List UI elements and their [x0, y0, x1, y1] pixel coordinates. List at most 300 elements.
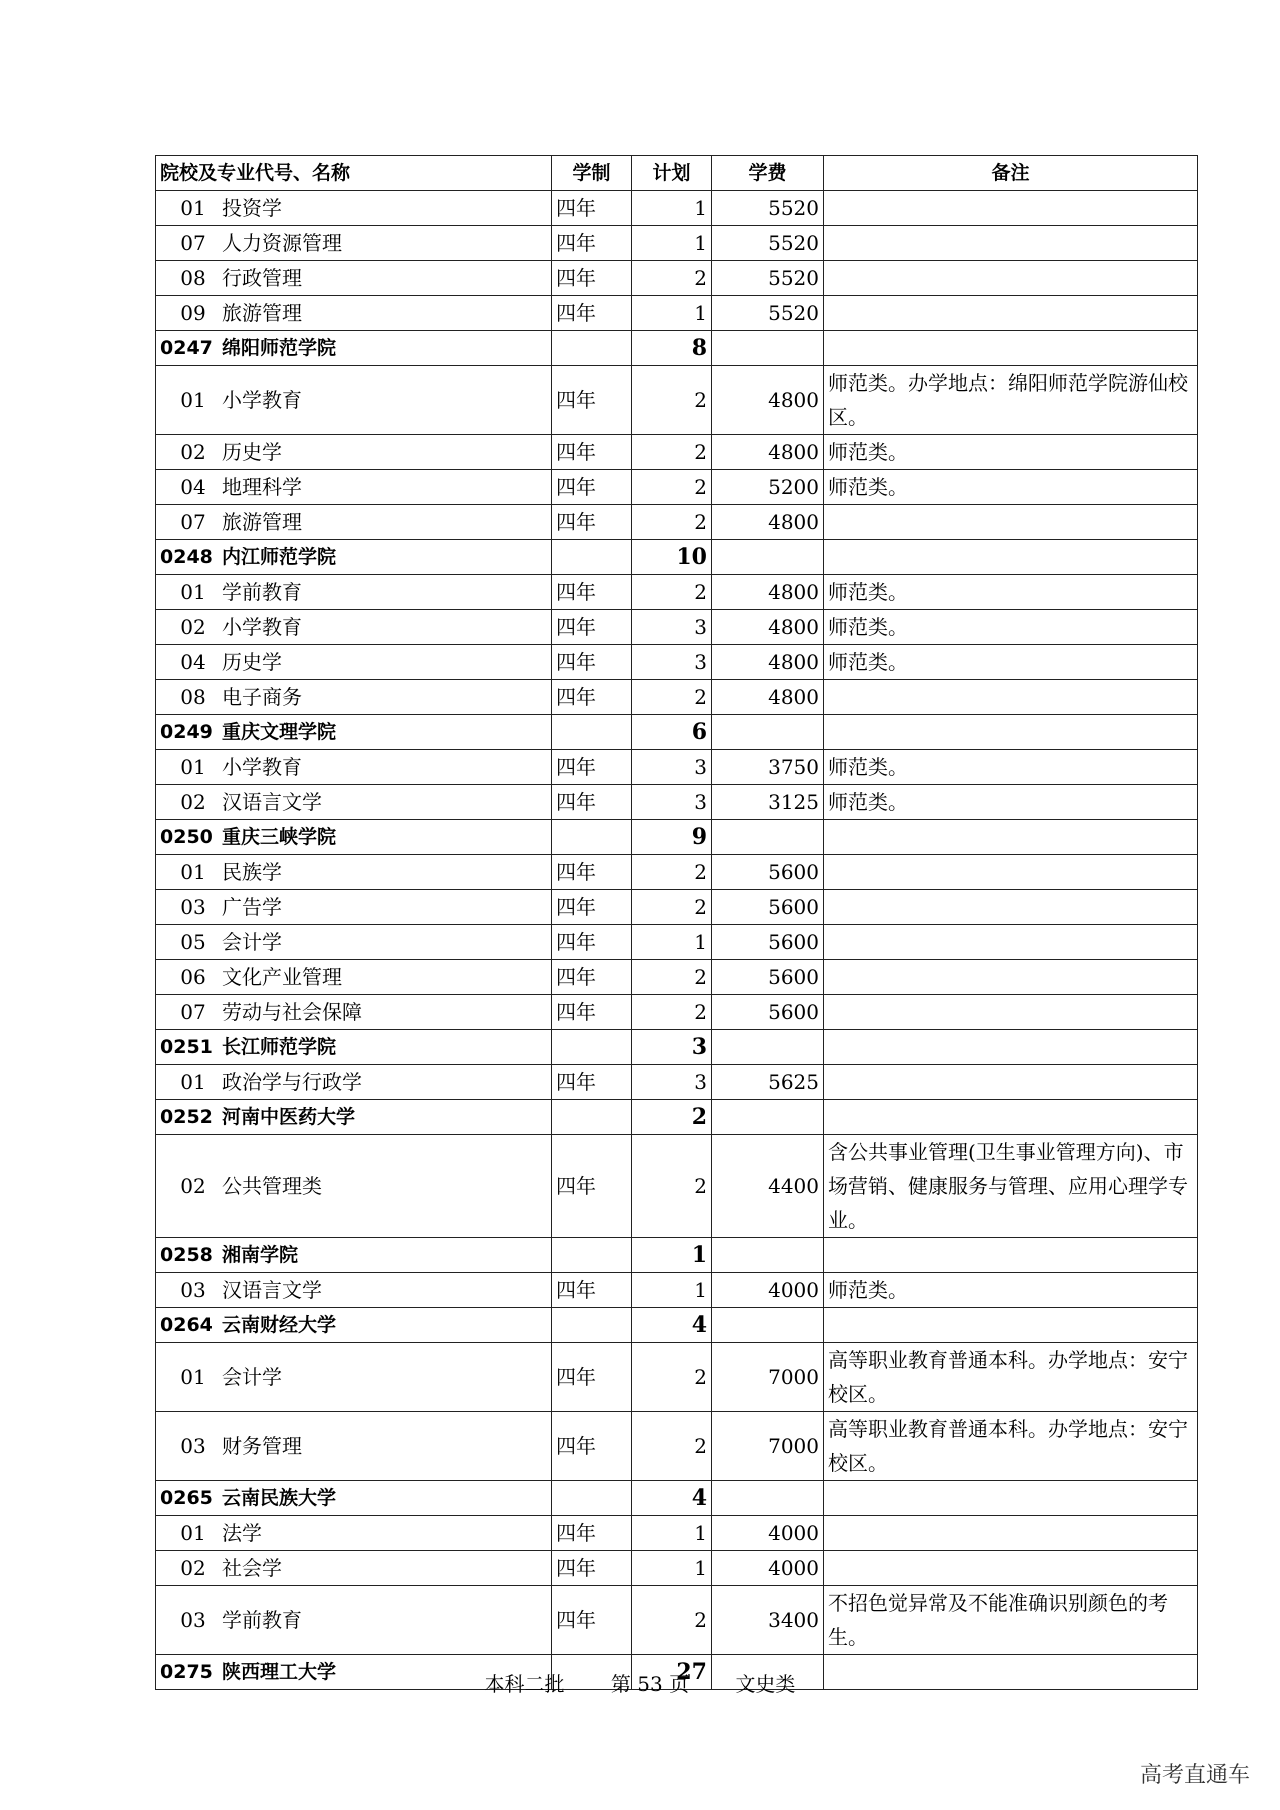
name-cell — [156, 995, 552, 1030]
plan-cell: 3 — [632, 1030, 712, 1065]
name-cell — [156, 785, 552, 820]
plan-cell: 3 — [632, 750, 712, 785]
duration-cell: 四年 — [552, 226, 632, 261]
major-code: 02 — [180, 1174, 206, 1198]
name-cell — [156, 1308, 552, 1343]
school-code: 0251 — [160, 1036, 213, 1058]
major-code: 08 — [180, 685, 206, 709]
note-cell — [824, 890, 1198, 925]
note-cell: 不招色觉异常及不能准确识别颜色的考生。 — [824, 1586, 1198, 1655]
major-code: 01 — [180, 388, 206, 412]
plan-cell: 1 — [632, 226, 712, 261]
plan-cell: 8 — [632, 331, 712, 366]
note-cell — [824, 331, 1198, 366]
school-code: 0250 — [160, 826, 213, 848]
major-name: 小学教育 — [222, 388, 302, 412]
plan-cell: 3 — [632, 1065, 712, 1100]
school-row — [156, 540, 1198, 575]
plan-cell: 1 — [632, 191, 712, 226]
major-code: 06 — [180, 965, 206, 989]
note-cell — [824, 1516, 1198, 1551]
enrollment-plan-table — [155, 155, 1198, 1690]
major-name: 小学教育 — [222, 615, 302, 639]
duration-cell: 四年 — [552, 960, 632, 995]
duration-cell: 四年 — [552, 261, 632, 296]
fee-cell: 4800 — [712, 645, 824, 680]
major-code: 02 — [180, 790, 206, 814]
plan-cell: 1 — [632, 925, 712, 960]
duration-cell: 四年 — [552, 296, 632, 331]
fee-cell — [712, 820, 824, 855]
school-name: 云南民族大学 — [222, 1487, 337, 1509]
major-name: 历史学 — [222, 650, 282, 674]
major-row — [156, 296, 1198, 331]
major-code: 01 — [180, 860, 206, 884]
duration-cell: 四年 — [552, 645, 632, 680]
plan-cell: 2 — [632, 855, 712, 890]
duration-cell: 四年 — [552, 855, 632, 890]
major-code: 07 — [180, 231, 206, 255]
name-cell — [156, 1586, 552, 1655]
name-cell — [156, 575, 552, 610]
major-name: 人力资源管理 — [222, 231, 342, 255]
major-row — [156, 925, 1198, 960]
school-name: 重庆文理学院 — [222, 721, 337, 743]
name-cell — [156, 191, 552, 226]
name-cell — [156, 680, 552, 715]
fee-cell: 4400 — [712, 1135, 824, 1238]
plan-cell: 2 — [632, 1100, 712, 1135]
plan-cell: 4 — [632, 1481, 712, 1516]
name-cell — [156, 261, 552, 296]
major-row — [156, 1551, 1198, 1586]
name-cell — [156, 1135, 552, 1238]
major-name: 学前教育 — [222, 580, 302, 604]
major-name: 学前教育 — [222, 1608, 302, 1632]
plan-cell: 2 — [632, 435, 712, 470]
major-name: 电子商务 — [222, 685, 302, 709]
plan-cell: 1 — [632, 1551, 712, 1586]
duration-cell: 四年 — [552, 785, 632, 820]
school-row — [156, 1308, 1198, 1343]
fee-cell: 5600 — [712, 960, 824, 995]
fee-cell: 4000 — [712, 1516, 824, 1551]
major-code: 07 — [180, 510, 206, 534]
major-code: 03 — [180, 895, 206, 919]
major-name: 会计学 — [222, 1365, 282, 1389]
note-cell: 师范类。 — [824, 610, 1198, 645]
fee-cell — [712, 331, 824, 366]
duration-cell: 四年 — [552, 925, 632, 960]
major-row — [156, 191, 1198, 226]
name-cell — [156, 1412, 552, 1481]
major-row — [156, 890, 1198, 925]
plan-cell: 2 — [632, 261, 712, 296]
duration-cell: 四年 — [552, 435, 632, 470]
school-row — [156, 331, 1198, 366]
table-header-row — [156, 156, 1198, 191]
major-code: 03 — [180, 1434, 206, 1458]
duration-cell: 四年 — [552, 995, 632, 1030]
name-cell — [156, 1516, 552, 1551]
plan-cell: 6 — [632, 715, 712, 750]
school-code: 0248 — [160, 546, 213, 568]
note-cell: 师范类。 — [824, 435, 1198, 470]
major-name: 文化产业管理 — [222, 965, 342, 989]
name-cell — [156, 331, 552, 366]
school-row — [156, 1100, 1198, 1135]
major-name: 汉语言文学 — [222, 790, 322, 814]
fee-cell: 4000 — [712, 1551, 824, 1586]
plan-cell: 27 — [632, 1655, 712, 1690]
duration-cell: 四年 — [552, 1551, 632, 1586]
note-cell: 高等职业教育普通本科。办学地点：安宁校区。 — [824, 1343, 1198, 1412]
major-name: 会计学 — [222, 930, 282, 954]
plan-cell: 9 — [632, 820, 712, 855]
major-name: 民族学 — [222, 860, 282, 884]
major-name: 投资学 — [222, 196, 282, 220]
name-cell — [156, 960, 552, 995]
note-cell: 师范类。 — [824, 575, 1198, 610]
duration-cell: 四年 — [552, 191, 632, 226]
note-cell: 师范类。办学地点：绵阳师范学院游仙校区。 — [824, 366, 1198, 435]
name-cell — [156, 1481, 552, 1516]
duration-cell: 四年 — [552, 1065, 632, 1100]
duration-cell — [552, 715, 632, 750]
duration-cell — [552, 1308, 632, 1343]
fee-cell: 4800 — [712, 610, 824, 645]
table-body — [156, 191, 1198, 1690]
school-name: 绵阳师范学院 — [222, 337, 337, 359]
note-cell — [824, 540, 1198, 575]
fee-cell: 3125 — [712, 785, 824, 820]
duration-cell: 四年 — [552, 1412, 632, 1481]
school-name: 河南中医药大学 — [222, 1106, 356, 1128]
note-cell — [824, 1551, 1198, 1586]
fee-cell: 5520 — [712, 261, 824, 296]
duration-cell: 四年 — [552, 1516, 632, 1551]
note-cell — [824, 680, 1198, 715]
major-row — [156, 785, 1198, 820]
major-row — [156, 470, 1198, 505]
major-code: 03 — [180, 1608, 206, 1632]
major-row — [156, 366, 1198, 435]
duration-cell: 四年 — [552, 1586, 632, 1655]
major-name: 社会学 — [222, 1556, 282, 1580]
duration-cell: 四年 — [552, 470, 632, 505]
school-code: 0258 — [160, 1244, 213, 1266]
school-code: 0247 — [160, 337, 213, 359]
page-footer — [0, 1668, 1280, 1697]
duration-cell: 四年 — [552, 575, 632, 610]
header-duration: 学制 — [552, 156, 632, 191]
note-cell — [824, 226, 1198, 261]
note-cell — [824, 855, 1198, 890]
name-cell — [156, 715, 552, 750]
duration-cell: 四年 — [552, 1135, 632, 1238]
plan-cell: 2 — [632, 1135, 712, 1238]
plan-cell: 10 — [632, 540, 712, 575]
note-cell — [824, 1100, 1198, 1135]
school-code: 0275 — [160, 1661, 213, 1683]
plan-cell: 2 — [632, 505, 712, 540]
name-cell — [156, 1065, 552, 1100]
major-code: 07 — [180, 1000, 206, 1024]
major-name: 法学 — [222, 1521, 262, 1545]
school-name: 内江师范学院 — [222, 546, 337, 568]
plan-cell: 1 — [632, 1516, 712, 1551]
major-row — [156, 960, 1198, 995]
name-cell — [156, 366, 552, 435]
school-code: 0265 — [160, 1487, 213, 1509]
note-cell — [824, 820, 1198, 855]
major-code: 01 — [180, 1365, 206, 1389]
note-cell — [824, 925, 1198, 960]
school-row — [156, 715, 1198, 750]
note-cell — [824, 1308, 1198, 1343]
note-cell — [824, 1481, 1198, 1516]
major-code: 05 — [180, 930, 206, 954]
major-row — [156, 261, 1198, 296]
major-row — [156, 645, 1198, 680]
name-cell — [156, 226, 552, 261]
duration-cell: 四年 — [552, 1273, 632, 1308]
name-cell — [156, 435, 552, 470]
note-cell — [824, 261, 1198, 296]
note-cell — [824, 191, 1198, 226]
footer-batch: 本科二批 — [484, 1672, 565, 1696]
major-code: 09 — [180, 301, 206, 325]
fee-cell: 4800 — [712, 505, 824, 540]
major-name: 劳动与社会保障 — [222, 1000, 362, 1024]
plan-cell: 2 — [632, 680, 712, 715]
name-cell — [156, 505, 552, 540]
major-name: 广告学 — [222, 895, 282, 919]
major-code: 02 — [180, 440, 206, 464]
note-cell — [824, 296, 1198, 331]
duration-cell — [552, 1481, 632, 1516]
fee-cell — [712, 1030, 824, 1065]
duration-cell — [552, 540, 632, 575]
fee-cell: 5520 — [712, 226, 824, 261]
plan-cell: 3 — [632, 785, 712, 820]
school-code: 0264 — [160, 1314, 213, 1336]
major-name: 小学教育 — [222, 755, 302, 779]
note-cell: 师范类。 — [824, 785, 1198, 820]
school-name: 湘南学院 — [222, 1244, 299, 1266]
note-cell: 师范类。 — [824, 470, 1198, 505]
name-cell — [156, 820, 552, 855]
plan-cell: 1 — [632, 1238, 712, 1273]
header-note: 备注 — [824, 156, 1198, 191]
fee-cell: 5200 — [712, 470, 824, 505]
fee-cell: 3750 — [712, 750, 824, 785]
note-cell: 高等职业教育普通本科。办学地点：安宁校区。 — [824, 1412, 1198, 1481]
name-cell — [156, 470, 552, 505]
name-cell — [156, 890, 552, 925]
fee-cell — [712, 1308, 824, 1343]
major-name: 公共管理类 — [222, 1174, 322, 1198]
major-row — [156, 226, 1198, 261]
major-code: 01 — [180, 580, 206, 604]
plan-cell: 1 — [632, 1273, 712, 1308]
duration-cell: 四年 — [552, 366, 632, 435]
name-cell — [156, 1273, 552, 1308]
major-name: 旅游管理 — [222, 301, 302, 325]
name-cell — [156, 1551, 552, 1586]
fee-cell: 5520 — [712, 296, 824, 331]
header-fee: 学费 — [712, 156, 824, 191]
fee-cell: 4800 — [712, 366, 824, 435]
major-code: 01 — [180, 1070, 206, 1094]
fee-cell — [712, 1481, 824, 1516]
major-code: 08 — [180, 266, 206, 290]
major-code: 01 — [180, 196, 206, 220]
note-cell — [824, 715, 1198, 750]
school-row — [156, 1481, 1198, 1516]
name-cell — [156, 1100, 552, 1135]
major-code: 02 — [180, 1556, 206, 1580]
fee-cell: 7000 — [712, 1412, 824, 1481]
fee-cell: 4800 — [712, 435, 824, 470]
duration-cell: 四年 — [552, 750, 632, 785]
major-row — [156, 505, 1198, 540]
fee-cell — [712, 1100, 824, 1135]
header-plan: 计划 — [632, 156, 712, 191]
major-row — [156, 1586, 1198, 1655]
major-row — [156, 1273, 1198, 1308]
fee-cell: 5520 — [712, 191, 824, 226]
fee-cell: 7000 — [712, 1343, 824, 1412]
name-cell — [156, 540, 552, 575]
fee-cell: 4800 — [712, 680, 824, 715]
duration-cell: 四年 — [552, 610, 632, 645]
major-row — [156, 750, 1198, 785]
school-name: 陕西理工大学 — [222, 1661, 337, 1683]
major-name: 旅游管理 — [222, 510, 302, 534]
major-row — [156, 575, 1198, 610]
duration-cell: 四年 — [552, 505, 632, 540]
header-name: 院校及专业代号、名称 — [156, 156, 552, 191]
plan-cell: 2 — [632, 470, 712, 505]
major-row — [156, 1343, 1198, 1412]
duration-cell: 四年 — [552, 680, 632, 715]
major-row — [156, 435, 1198, 470]
school-name: 重庆三峡学院 — [222, 826, 337, 848]
major-row — [156, 855, 1198, 890]
note-cell — [824, 1030, 1198, 1065]
name-cell — [156, 1238, 552, 1273]
note-cell: 师范类。 — [824, 750, 1198, 785]
note-cell — [824, 960, 1198, 995]
major-row — [156, 1412, 1198, 1481]
fee-cell — [712, 540, 824, 575]
duration-cell: 四年 — [552, 890, 632, 925]
school-row — [156, 1030, 1198, 1065]
major-name: 历史学 — [222, 440, 282, 464]
plan-cell: 2 — [632, 575, 712, 610]
major-name: 政治学与行政学 — [222, 1070, 362, 1094]
plan-cell: 2 — [632, 890, 712, 925]
note-cell: 含公共事业管理(卫生事业管理方向)、市场营销、健康服务与管理、应用心理学专业。 — [824, 1135, 1198, 1238]
fee-cell: 5625 — [712, 1065, 824, 1100]
major-row — [156, 610, 1198, 645]
note-cell — [824, 995, 1198, 1030]
major-code: 04 — [180, 475, 206, 499]
fee-cell: 3400 — [712, 1586, 824, 1655]
major-code: 02 — [180, 615, 206, 639]
name-cell — [156, 610, 552, 645]
major-name: 汉语言文学 — [222, 1278, 322, 1302]
note-cell — [824, 1238, 1198, 1273]
plan-cell: 2 — [632, 1412, 712, 1481]
name-cell — [156, 1030, 552, 1065]
major-row — [156, 995, 1198, 1030]
fee-cell: 5600 — [712, 890, 824, 925]
plan-cell: 2 — [632, 995, 712, 1030]
major-code: 03 — [180, 1278, 206, 1302]
name-cell — [156, 296, 552, 331]
major-name: 行政管理 — [222, 266, 302, 290]
major-code: 01 — [180, 755, 206, 779]
fee-cell — [712, 715, 824, 750]
fee-cell: 4000 — [712, 1273, 824, 1308]
school-row — [156, 1238, 1198, 1273]
footer-category: 文史类 — [735, 1672, 796, 1696]
duration-cell — [552, 331, 632, 366]
name-cell — [156, 1343, 552, 1412]
fee-cell: 4800 — [712, 575, 824, 610]
plan-cell: 2 — [632, 366, 712, 435]
major-row — [156, 1065, 1198, 1100]
major-row — [156, 680, 1198, 715]
plan-cell: 3 — [632, 645, 712, 680]
major-row — [156, 1135, 1198, 1238]
fee-cell — [712, 1238, 824, 1273]
duration-cell — [552, 1100, 632, 1135]
fee-cell: 5600 — [712, 995, 824, 1030]
note-cell: 师范类。 — [824, 645, 1198, 680]
name-cell — [156, 645, 552, 680]
duration-cell — [552, 1238, 632, 1273]
name-cell — [156, 925, 552, 960]
name-cell — [156, 855, 552, 890]
major-code: 01 — [180, 1521, 206, 1545]
note-cell — [824, 1065, 1198, 1100]
note-cell: 师范类。 — [824, 1273, 1198, 1308]
school-code: 0252 — [160, 1106, 213, 1128]
duration-cell — [552, 820, 632, 855]
school-name: 长江师范学院 — [222, 1036, 337, 1058]
duration-cell: 四年 — [552, 1343, 632, 1412]
duration-cell — [552, 1030, 632, 1065]
major-name: 财务管理 — [222, 1434, 302, 1458]
plan-cell: 2 — [632, 1586, 712, 1655]
fee-cell: 5600 — [712, 855, 824, 890]
major-code: 04 — [180, 650, 206, 674]
school-name: 云南财经大学 — [222, 1314, 337, 1336]
name-cell — [156, 750, 552, 785]
plan-cell: 2 — [632, 1343, 712, 1412]
major-row — [156, 1516, 1198, 1551]
note-cell — [824, 505, 1198, 540]
fee-cell: 5600 — [712, 925, 824, 960]
plan-cell: 2 — [632, 960, 712, 995]
watermark: 高考直通车 — [1139, 1763, 1250, 1788]
plan-cell: 4 — [632, 1308, 712, 1343]
plan-cell: 3 — [632, 610, 712, 645]
school-row — [156, 820, 1198, 855]
